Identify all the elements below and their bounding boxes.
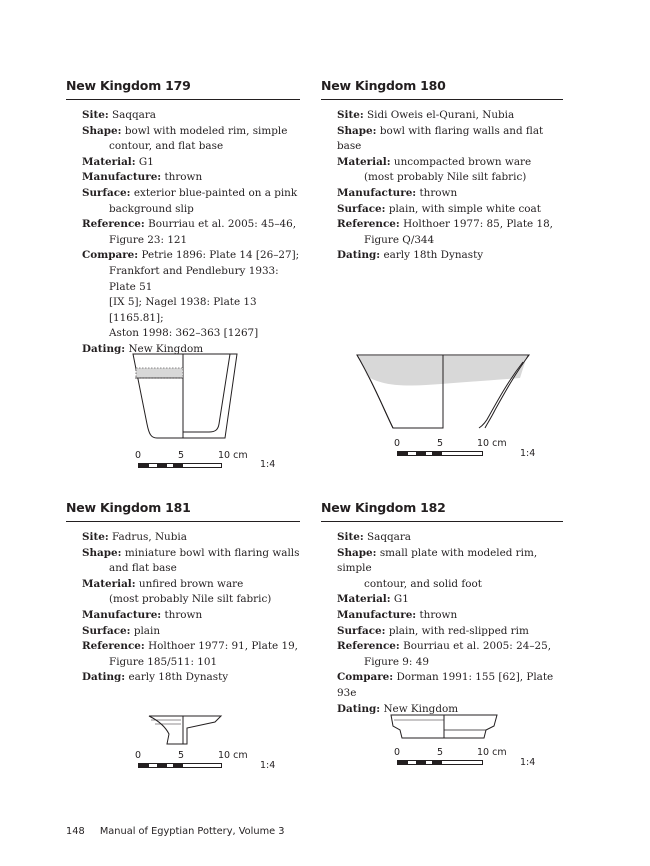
field-shape xyxy=(82,546,300,577)
scale-zero: 0 xyxy=(135,750,142,761)
field-value-line: plain xyxy=(133,624,161,637)
field-label: Manufacture: xyxy=(82,608,162,621)
field-value-line: early 18th Dynasty xyxy=(383,249,484,262)
entry-fields xyxy=(321,108,563,264)
field-label: Material: xyxy=(337,593,391,606)
field-dating xyxy=(82,670,300,686)
field-label: Compare: xyxy=(82,249,139,262)
scale-ratio: 1:4 xyxy=(520,448,536,459)
field-value-line: contour, and flat base xyxy=(109,140,224,153)
entry-new-kingdom-182 xyxy=(321,500,563,717)
entry-title: New Kingdom 182 xyxy=(321,500,563,522)
field-value-line: thrown xyxy=(164,608,203,621)
field-label: Material: xyxy=(82,155,136,168)
field-label: Dating: xyxy=(82,671,126,684)
field-value-line: Fadrus, Nubia xyxy=(112,531,187,543)
field-value-line: unfired brown ware xyxy=(138,577,244,590)
scale-end: 10 cm xyxy=(477,747,507,758)
vessel-drawing-181 xyxy=(145,712,225,748)
field-value-line: and flat base xyxy=(109,562,177,575)
field-reference xyxy=(82,217,300,248)
field-label: Shape: xyxy=(337,124,377,137)
field-value-line: Sidi Oweis el-Qurani, Nubia xyxy=(367,109,515,121)
field-shape xyxy=(337,124,563,155)
field-material xyxy=(82,155,300,171)
scale-end: 10 cm xyxy=(218,750,248,761)
vessel-drawing-179 xyxy=(125,350,245,445)
field-label: Dating: xyxy=(337,249,381,262)
field-label: Surface: xyxy=(82,186,131,199)
field-label: Manufacture: xyxy=(337,608,417,621)
scale-bar-179 xyxy=(135,450,278,480)
field-value-line: Holthoer 1977: 85, Plate 18, xyxy=(403,218,553,231)
field-surface xyxy=(82,624,300,640)
entry-fields xyxy=(321,530,563,717)
scale-zero: 0 xyxy=(394,747,401,758)
field-label: Shape: xyxy=(82,124,122,137)
entry-fields xyxy=(66,108,300,358)
field-label: Dating: xyxy=(82,342,126,355)
scale-bar-182 xyxy=(394,747,557,777)
field-value-line: thrown xyxy=(419,608,458,621)
field-label: Dating: xyxy=(337,702,381,715)
field-label: Surface: xyxy=(337,202,386,215)
scale-mid: 5 xyxy=(437,438,444,449)
field-value-line: Petrie 1896: Plate 14 [26–27]; xyxy=(141,249,300,262)
page-number: 148 xyxy=(66,826,85,837)
scale-zero: 0 xyxy=(135,450,142,461)
entry-title: New Kingdom 180 xyxy=(321,78,563,100)
scale-ratio: 1:4 xyxy=(260,459,276,470)
field-value-line: Saqqara xyxy=(112,109,156,121)
field-surface xyxy=(82,186,300,217)
field-value-line: Bourriau et al. 2005: 24–25, xyxy=(403,640,552,653)
field-value-line: contour, and solid foot xyxy=(364,577,482,590)
field-value-line: exterior blue-painted on a pink xyxy=(133,186,298,199)
scale-zero: 0 xyxy=(394,438,401,449)
field-value-line: (most probably Nile silt fabric) xyxy=(364,171,527,184)
field-dating xyxy=(337,248,563,264)
scale-ratio: 1:4 xyxy=(260,760,276,771)
field-value-line: G1 xyxy=(393,593,409,606)
field-label: Site: xyxy=(82,109,109,121)
scale-bar-181 xyxy=(135,750,278,780)
field-label: Reference: xyxy=(82,218,145,231)
field-value-line: plain, with red-slipped rim xyxy=(388,624,529,637)
entry-title: New Kingdom 181 xyxy=(66,500,300,522)
field-label: Compare: xyxy=(337,671,394,684)
scale-mid: 5 xyxy=(437,747,444,758)
field-site xyxy=(337,530,563,546)
field-shape xyxy=(82,124,300,155)
entry-new-kingdom-180 xyxy=(321,78,563,264)
entry-fields xyxy=(66,530,300,686)
field-site xyxy=(82,108,300,124)
field-material xyxy=(337,592,563,608)
field-label: Shape: xyxy=(82,546,122,559)
field-value-line: Figure 185/511: 101 xyxy=(109,655,218,668)
field-value-line: miniature bowl with flaring walls xyxy=(124,546,300,559)
field-reference xyxy=(337,217,563,248)
field-value-line: Holthoer 1977: 91, Plate 19, xyxy=(148,640,298,653)
field-value-line: Aston 1998: 362–363 [1267] xyxy=(109,327,259,340)
field-value-line: plain, with simple white coat xyxy=(388,202,541,215)
field-value-line: Dorman 1991: 155 [62], Plate 93e xyxy=(337,671,554,699)
vessel-drawing-180 xyxy=(355,352,535,434)
field-material xyxy=(337,155,563,186)
field-value-line: Figure Q/344 xyxy=(364,233,435,246)
field-value-line: bowl with flaring walls and flat base xyxy=(337,124,544,153)
scale-mid: 5 xyxy=(178,450,185,461)
field-site xyxy=(337,108,563,124)
field-label: Reference: xyxy=(82,640,145,653)
field-compare xyxy=(82,248,300,342)
field-surface xyxy=(337,202,563,218)
field-value-line: uncompacted brown ware xyxy=(393,155,532,168)
vessel-drawing-182 xyxy=(388,712,500,742)
field-label: Reference: xyxy=(337,640,400,653)
field-value-line: Saqqara xyxy=(367,531,411,543)
field-label: Manufacture: xyxy=(337,186,417,199)
field-reference xyxy=(82,639,300,670)
field-value-line: [IX 5]; Nagel 1938: Plate 13 [1165.81]; xyxy=(109,296,257,324)
field-label: Material: xyxy=(337,155,391,168)
field-manufacture xyxy=(337,186,563,202)
field-manufacture xyxy=(82,608,300,624)
scale-bar-180 xyxy=(394,438,557,468)
field-material xyxy=(82,577,300,608)
field-manufacture xyxy=(337,608,563,624)
field-value-line: Figure 9: 49 xyxy=(364,655,429,668)
field-label: Site: xyxy=(82,531,109,543)
field-label: Shape: xyxy=(337,546,377,559)
field-label: Reference: xyxy=(337,218,400,231)
field-shape xyxy=(337,546,563,593)
scale-ratio: 1:4 xyxy=(520,757,536,768)
field-reference xyxy=(337,639,563,670)
field-value-line: background slip xyxy=(109,202,194,215)
field-value-line: bowl with modeled rim, simple xyxy=(124,124,288,137)
field-manufacture xyxy=(82,170,300,186)
field-value-line: Frankfort and Pendlebury 1933: Plate 51 xyxy=(109,264,279,293)
field-label: Surface: xyxy=(82,624,131,637)
field-value-line: G1 xyxy=(138,155,154,168)
field-value-line: New Kingdom xyxy=(128,342,204,355)
field-value-line: New Kingdom xyxy=(383,702,459,715)
scale-end: 10 cm xyxy=(218,450,248,461)
field-surface xyxy=(337,624,563,640)
field-value-line: thrown xyxy=(419,186,458,199)
book-title: Manual of Egyptian Pottery, Volume 3 xyxy=(99,826,285,837)
field-value-line: small plate with modeled rim, simple xyxy=(337,546,538,575)
field-site xyxy=(82,530,300,546)
entry-new-kingdom-181 xyxy=(66,500,300,686)
field-label: Surface: xyxy=(337,624,386,637)
field-value-line: (most probably Nile silt fabric) xyxy=(109,593,272,606)
scale-end: 10 cm xyxy=(477,438,507,449)
field-compare xyxy=(337,670,563,701)
page-footer xyxy=(66,826,297,837)
field-label: Site: xyxy=(337,109,364,121)
field-value-line: Bourriau et al. 2005: 45–46, xyxy=(148,218,297,231)
scale-mid: 5 xyxy=(178,750,185,761)
field-value-line: early 18th Dynasty xyxy=(128,671,229,684)
field-value-line: thrown xyxy=(164,171,203,184)
field-value-line: Figure 23: 121 xyxy=(109,233,188,246)
entry-title: New Kingdom 179 xyxy=(66,78,300,100)
field-label: Manufacture: xyxy=(82,171,162,184)
field-label: Site: xyxy=(337,531,364,543)
field-label: Material: xyxy=(82,577,136,590)
entry-new-kingdom-179 xyxy=(66,78,300,358)
